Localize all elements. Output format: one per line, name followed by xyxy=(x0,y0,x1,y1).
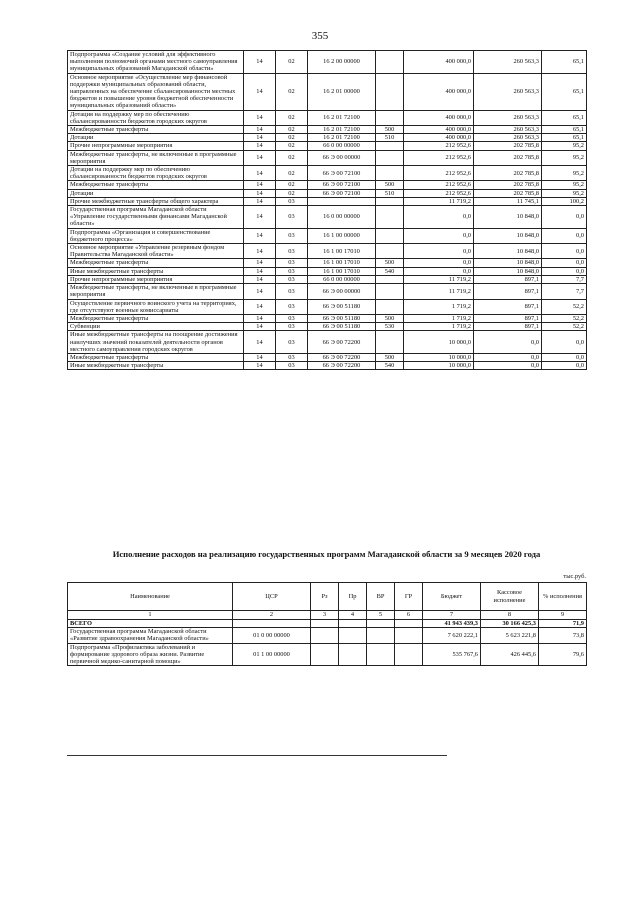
cell-vr: 500 xyxy=(376,353,404,361)
cell-pr: 02 xyxy=(276,189,308,197)
cell-pr xyxy=(339,643,367,666)
cell-rz: 14 xyxy=(244,323,276,331)
header-row xyxy=(68,583,587,611)
cell-exec: 0,0 xyxy=(474,362,542,370)
cell-pr: 02 xyxy=(276,51,308,74)
cell-csr xyxy=(233,620,311,628)
cell-vr: 500 xyxy=(376,126,404,134)
expenditure-table xyxy=(67,50,587,370)
cell-name: Иные межбюджетные трансферты на поощрение достижения наилучших значений показателей деятельности органов местного самоуправления городских округов xyxy=(68,331,244,354)
cell-vr: 530 xyxy=(376,323,404,331)
table-row xyxy=(68,299,587,314)
cell-vr xyxy=(367,643,395,666)
table-row xyxy=(68,267,587,275)
cell-pct: 0,0 xyxy=(542,206,587,229)
cell-exec: 10 848,0 xyxy=(474,267,542,275)
cell-budget: 535 767,6 xyxy=(423,643,481,666)
cell-pr: 02 xyxy=(276,73,308,110)
cell-budget: 0,0 xyxy=(404,228,474,243)
cell-csr: 16 2 01 72100 xyxy=(308,134,376,142)
cell-vr xyxy=(376,284,404,299)
cell-pct: 95,2 xyxy=(542,166,587,181)
column-number: 4 xyxy=(339,611,367,620)
cell-exec: 260 563,3 xyxy=(474,134,542,142)
cell-rz: 14 xyxy=(244,181,276,189)
cell-exec: 5 623 221,8 xyxy=(481,628,539,643)
cell-pr: 03 xyxy=(276,259,308,267)
cell-name: Государственная программа Магаданской области «Развитие здравоохранения Магаданской области» xyxy=(68,628,233,643)
header-cell: ГР xyxy=(395,583,423,611)
cell-csr: 66 Э 00 51180 xyxy=(308,323,376,331)
table-row xyxy=(68,331,587,354)
cell-rz: 14 xyxy=(244,134,276,142)
cell-rz xyxy=(311,628,339,643)
cell-name: Дотация на поддержку мер по обеспечению сбалансированности бюджетов городских округов xyxy=(68,110,244,125)
cell-pct: 65,1 xyxy=(542,110,587,125)
header-cell: ЦСР xyxy=(233,583,311,611)
cell-vr: 510 xyxy=(376,134,404,142)
cell-budget: 1 719,2 xyxy=(404,299,474,314)
cell-exec: 202 785,8 xyxy=(474,142,542,150)
cell-vr xyxy=(376,73,404,110)
cell-budget: 212 952,6 xyxy=(404,181,474,189)
column-number: 8 xyxy=(481,611,539,620)
cell-csr: 66 Э 00 72100 xyxy=(308,181,376,189)
page-number: 355 xyxy=(311,30,329,42)
cell-exec: 260 563,3 xyxy=(474,51,542,74)
cell-vr xyxy=(376,275,404,283)
cell-exec: 897,1 xyxy=(474,323,542,331)
cell-csr: 66 Э 00 72200 xyxy=(308,362,376,370)
cell-exec: 897,1 xyxy=(474,314,542,322)
table-row xyxy=(68,126,587,134)
cell-exec: 10 848,0 xyxy=(474,244,542,259)
cell-name: Основное мероприятие «Осуществление мер финансовой поддержки муниципальных образований области, направленных на обеспечение сбалансированности местных бюджетов и повышение уровня бюджетной обеспеченности муниципальных образований области» xyxy=(68,73,244,110)
cell-exec: 260 563,3 xyxy=(474,110,542,125)
table-row xyxy=(68,166,587,181)
cell-rz: 14 xyxy=(244,314,276,322)
cell-vr xyxy=(367,620,395,628)
header-cell: Наименование xyxy=(68,583,233,611)
cell-vr xyxy=(376,228,404,243)
cell-exec: 897,1 xyxy=(474,275,542,283)
cell-exec: 202 785,8 xyxy=(474,189,542,197)
cell-rz: 14 xyxy=(244,275,276,283)
cell-csr: 16 1 00 17010 xyxy=(308,267,376,275)
cell-exec: 426 445,6 xyxy=(481,643,539,666)
table-row xyxy=(68,189,587,197)
cell-exec: 260 563,3 xyxy=(474,73,542,110)
cell-budget: 0,0 xyxy=(404,244,474,259)
programs-table xyxy=(67,582,587,666)
cell-name: Иные межбюджетные трансферты xyxy=(68,267,244,275)
cell-csr: 66 Э 00 72200 xyxy=(308,331,376,354)
cell-rz: 14 xyxy=(244,331,276,354)
table-row xyxy=(68,353,587,361)
cell-pr: 02 xyxy=(276,142,308,150)
cell-csr: 01 1 00 00000 xyxy=(233,643,311,666)
cell-budget: 212 952,6 xyxy=(404,166,474,181)
cell-rz: 14 xyxy=(244,228,276,243)
cell-pct: 95,2 xyxy=(542,181,587,189)
table-row xyxy=(68,73,587,110)
cell-vr: 510 xyxy=(376,189,404,197)
cell-rz: 14 xyxy=(244,51,276,74)
cell-exec: 897,1 xyxy=(474,299,542,314)
cell-pct: 95,2 xyxy=(542,189,587,197)
table-row xyxy=(68,284,587,299)
cell-exec: 30 166 425,3 xyxy=(481,620,539,628)
column-number: 2 xyxy=(233,611,311,620)
cell-pr: 03 xyxy=(276,206,308,229)
table-row xyxy=(68,643,587,666)
table-row xyxy=(68,197,587,205)
cell-csr: 66 Э 00 51180 xyxy=(308,299,376,314)
cell-budget: 0,0 xyxy=(404,267,474,275)
cell-vr xyxy=(376,331,404,354)
cell-exec: 0,0 xyxy=(474,353,542,361)
cell-exec: 897,1 xyxy=(474,284,542,299)
cell-name: Прочие непрограммные мероприятия xyxy=(68,142,244,150)
cell-pct: 95,2 xyxy=(542,142,587,150)
cell-csr xyxy=(308,197,376,205)
column-number-row xyxy=(68,611,587,620)
unit-label: тыс.руб. xyxy=(563,573,586,580)
cell-pct: 95,2 xyxy=(542,150,587,165)
cell-budget: 400 000,0 xyxy=(404,51,474,74)
cell-budget: 400 000,0 xyxy=(404,73,474,110)
cell-pr: 03 xyxy=(276,353,308,361)
cell-exec: 10 848,0 xyxy=(474,206,542,229)
cell-budget: 10 000,0 xyxy=(404,362,474,370)
table-row xyxy=(68,150,587,165)
cell-pr: 03 xyxy=(276,244,308,259)
cell-vr xyxy=(376,110,404,125)
table-row xyxy=(68,314,587,322)
cell-vr xyxy=(367,628,395,643)
cell-exec: 10 848,0 xyxy=(474,259,542,267)
cell-pct: 100,2 xyxy=(542,197,587,205)
cell-pr: 02 xyxy=(276,126,308,134)
cell-rz: 14 xyxy=(244,362,276,370)
cell-csr: 16 1 00 17010 xyxy=(308,259,376,267)
cell-pr: 03 xyxy=(276,314,308,322)
cell-name: Дотации xyxy=(68,189,244,197)
cell-name: Межбюджетные трансферты xyxy=(68,181,244,189)
cell-pr: 03 xyxy=(276,267,308,275)
table-row xyxy=(68,362,587,370)
header-cell: Кассовое исполнение xyxy=(481,583,539,611)
cell-pct: 79,6 xyxy=(539,643,587,666)
cell-pct: 0,0 xyxy=(542,244,587,259)
cell-vr xyxy=(376,299,404,314)
cell-budget: 10 000,0 xyxy=(404,331,474,354)
column-number: 1 xyxy=(68,611,233,620)
cell-pct: 65,1 xyxy=(542,51,587,74)
cell-pr: 02 xyxy=(276,166,308,181)
cell-gr xyxy=(395,620,423,628)
cell-name: Межбюджетные трансферты xyxy=(68,353,244,361)
cell-pr: 03 xyxy=(276,323,308,331)
cell-csr: 01 0 00 00000 xyxy=(233,628,311,643)
cell-pct: 65,1 xyxy=(542,73,587,110)
cell-rz: 14 xyxy=(244,267,276,275)
cell-csr: 16 2 01 00000 xyxy=(308,73,376,110)
table-row xyxy=(68,181,587,189)
header-cell: Пр xyxy=(339,583,367,611)
table-row xyxy=(68,244,587,259)
cell-csr: 16 2 01 72100 xyxy=(308,110,376,125)
cell-vr xyxy=(376,206,404,229)
table-row xyxy=(68,142,587,150)
cell-csr: 66 0 00 00000 xyxy=(308,275,376,283)
cell-gr xyxy=(395,628,423,643)
cell-vr xyxy=(376,150,404,165)
cell-pct: 65,1 xyxy=(542,134,587,142)
cell-pct: 73,8 xyxy=(539,628,587,643)
header-cell: % исполнения xyxy=(539,583,587,611)
cell-rz: 14 xyxy=(244,142,276,150)
cell-vr xyxy=(376,51,404,74)
cell-exec: 202 785,8 xyxy=(474,166,542,181)
cell-gr xyxy=(395,643,423,666)
cell-pct: 0,0 xyxy=(542,353,587,361)
cell-rz: 14 xyxy=(244,150,276,165)
table-row xyxy=(68,275,587,283)
cell-csr: 66 Э 00 00000 xyxy=(308,284,376,299)
cell-csr: 66 Э 00 51180 xyxy=(308,314,376,322)
cell-pct: 71,9 xyxy=(539,620,587,628)
cell-budget: 0,0 xyxy=(404,259,474,267)
cell-budget: 41 943 439,3 xyxy=(423,620,481,628)
header-cell: ВР xyxy=(367,583,395,611)
table-row xyxy=(68,628,587,643)
cell-exec: 202 785,8 xyxy=(474,150,542,165)
column-number: 3 xyxy=(311,611,339,620)
cell-vr xyxy=(376,197,404,205)
cell-pr: 03 xyxy=(276,228,308,243)
cell-vr xyxy=(376,142,404,150)
cell-budget: 212 952,6 xyxy=(404,189,474,197)
cell-rz: 14 xyxy=(244,189,276,197)
cell-exec: 0,0 xyxy=(474,331,542,354)
cell-name: Подпрограмма «Создание условий для эффективного выполнения полномочий органами местного самоуправления муниципальных образований Магаданской области» xyxy=(68,51,244,74)
cell-name: Иные межбюджетные трансферты xyxy=(68,362,244,370)
cell-budget: 11 719,2 xyxy=(404,197,474,205)
cell-name: Осуществление первичного воинского учета на территориях, где отсутствуют военные комиссариаты xyxy=(68,299,244,314)
cell-vr xyxy=(376,166,404,181)
cell-csr: 16 1 00 17010 xyxy=(308,244,376,259)
cell-pct: 0,0 xyxy=(542,267,587,275)
cell-rz: 14 xyxy=(244,166,276,181)
cell-pct: 65,1 xyxy=(542,126,587,134)
header-cell: Рз xyxy=(311,583,339,611)
cell-name: Межбюджетные трансферты, не включенные в программные мероприятия xyxy=(68,150,244,165)
cell-rz: 14 xyxy=(244,206,276,229)
table-row xyxy=(68,228,587,243)
cell-csr: 66 Э 00 00000 xyxy=(308,150,376,165)
cell-csr: 16 2 00 00000 xyxy=(308,51,376,74)
cell-budget: 11 719,2 xyxy=(404,275,474,283)
cell-budget: 0,0 xyxy=(404,206,474,229)
cell-exec: 260 563,3 xyxy=(474,126,542,134)
column-number: 5 xyxy=(367,611,395,620)
table-row xyxy=(68,259,587,267)
cell-pct: 0,0 xyxy=(542,228,587,243)
cell-name: Межбюджетные трансферты xyxy=(68,314,244,322)
table-row xyxy=(68,134,587,142)
cell-name: Прочие межбюджетные трансферты общего характера xyxy=(68,197,244,205)
cell-name: Дотации xyxy=(68,134,244,142)
cell-budget: 11 719,2 xyxy=(404,284,474,299)
cell-pct: 7,7 xyxy=(542,275,587,283)
cell-pct: 0,0 xyxy=(542,362,587,370)
cell-exec: 10 848,0 xyxy=(474,228,542,243)
table-row xyxy=(68,620,587,628)
table-row xyxy=(68,323,587,331)
cell-pr: 02 xyxy=(276,134,308,142)
cell-name: Подпрограмма «Профилактика заболеваний и формирование здорового образа жизни. Развитие первичной медико-санитарной помощи» xyxy=(68,643,233,666)
cell-rz: 14 xyxy=(244,284,276,299)
cell-vr xyxy=(376,244,404,259)
cell-vr: 500 xyxy=(376,181,404,189)
table-row xyxy=(68,206,587,229)
cell-pct: 52,2 xyxy=(542,299,587,314)
cell-vr: 540 xyxy=(376,267,404,275)
section-title: Исполнение расходов на реализацию государственных программ Магаданской области за 9 месяцев 2020 года xyxy=(112,549,541,559)
cell-rz: 14 xyxy=(244,197,276,205)
cell-budget: 1 719,2 xyxy=(404,323,474,331)
table-row xyxy=(68,51,587,74)
cell-rz: 14 xyxy=(244,126,276,134)
cell-pr xyxy=(339,628,367,643)
cell-pr: 03 xyxy=(276,299,308,314)
cell-exec: 202 785,8 xyxy=(474,181,542,189)
cell-pct: 52,2 xyxy=(542,314,587,322)
cell-rz: 14 xyxy=(244,73,276,110)
cell-vr: 500 xyxy=(376,259,404,267)
cell-pr: 03 xyxy=(276,284,308,299)
cell-budget: 212 952,6 xyxy=(404,150,474,165)
cell-name: Субвенции xyxy=(68,323,244,331)
cell-pr: 02 xyxy=(276,110,308,125)
cell-csr: 16 0 00 00000 xyxy=(308,206,376,229)
cell-name: Межбюджетные трансферты xyxy=(68,259,244,267)
column-number: 6 xyxy=(395,611,423,620)
cell-csr: 66 0 00 00000 xyxy=(308,142,376,150)
cell-budget: 7 620 222,1 xyxy=(423,628,481,643)
cell-csr: 66 Э 00 72200 xyxy=(308,353,376,361)
cell-name: Основное мероприятие «Управление резервным фондом Правительства Магаданской области» xyxy=(68,244,244,259)
cell-name: Межбюджетные трансферты xyxy=(68,126,244,134)
cell-rz: 14 xyxy=(244,244,276,259)
cell-pr xyxy=(339,620,367,628)
cell-name: Прочие непрограммные мероприятия xyxy=(68,275,244,283)
cell-csr: 66 Э 00 72100 xyxy=(308,166,376,181)
cell-vr: 540 xyxy=(376,362,404,370)
cell-pr: 02 xyxy=(276,181,308,189)
cell-pct: 0,0 xyxy=(542,259,587,267)
cell-pct: 0,0 xyxy=(542,331,587,354)
cell-budget: 400 000,0 xyxy=(404,134,474,142)
cell-pr: 02 xyxy=(276,150,308,165)
column-number: 7 xyxy=(423,611,481,620)
cell-budget: 400 000,0 xyxy=(404,110,474,125)
cell-csr: 16 1 00 00000 xyxy=(308,228,376,243)
cell-vr: 500 xyxy=(376,314,404,322)
cell-budget: 1 719,2 xyxy=(404,314,474,322)
cell-name: Подпрограмма «Организация и совершенствование бюджетного процесса» xyxy=(68,228,244,243)
cell-csr: 16 2 01 72100 xyxy=(308,126,376,134)
column-number: 9 xyxy=(539,611,587,620)
cell-rz: 14 xyxy=(244,110,276,125)
cell-name: ВСЕГО xyxy=(68,620,233,628)
bottom-divider xyxy=(67,755,447,756)
cell-rz xyxy=(311,643,339,666)
cell-budget: 212 952,6 xyxy=(404,142,474,150)
cell-name: Государственная программа Магаданской области «Управление государственными финансами Магаданской области» xyxy=(68,206,244,229)
cell-exec: 11 745,1 xyxy=(474,197,542,205)
cell-rz: 14 xyxy=(244,259,276,267)
cell-budget: 400 000,0 xyxy=(404,126,474,134)
cell-name: Дотации на поддержку мер по обеспечению сбалансированности бюджетов городских округов xyxy=(68,166,244,181)
cell-rz: 14 xyxy=(244,353,276,361)
table-row xyxy=(68,110,587,125)
cell-pr: 03 xyxy=(276,197,308,205)
cell-pct: 52,2 xyxy=(542,323,587,331)
cell-pct: 7,7 xyxy=(542,284,587,299)
cell-pr: 03 xyxy=(276,331,308,354)
cell-rz: 14 xyxy=(244,299,276,314)
cell-budget: 10 000,0 xyxy=(404,353,474,361)
cell-csr: 66 Э 00 72100 xyxy=(308,189,376,197)
cell-pr: 03 xyxy=(276,362,308,370)
header-cell: Бюджет xyxy=(423,583,481,611)
cell-name: Межбюджетные трансферты, не включенные в программные мероприятия xyxy=(68,284,244,299)
cell-pr: 03 xyxy=(276,275,308,283)
cell-rz xyxy=(311,620,339,628)
